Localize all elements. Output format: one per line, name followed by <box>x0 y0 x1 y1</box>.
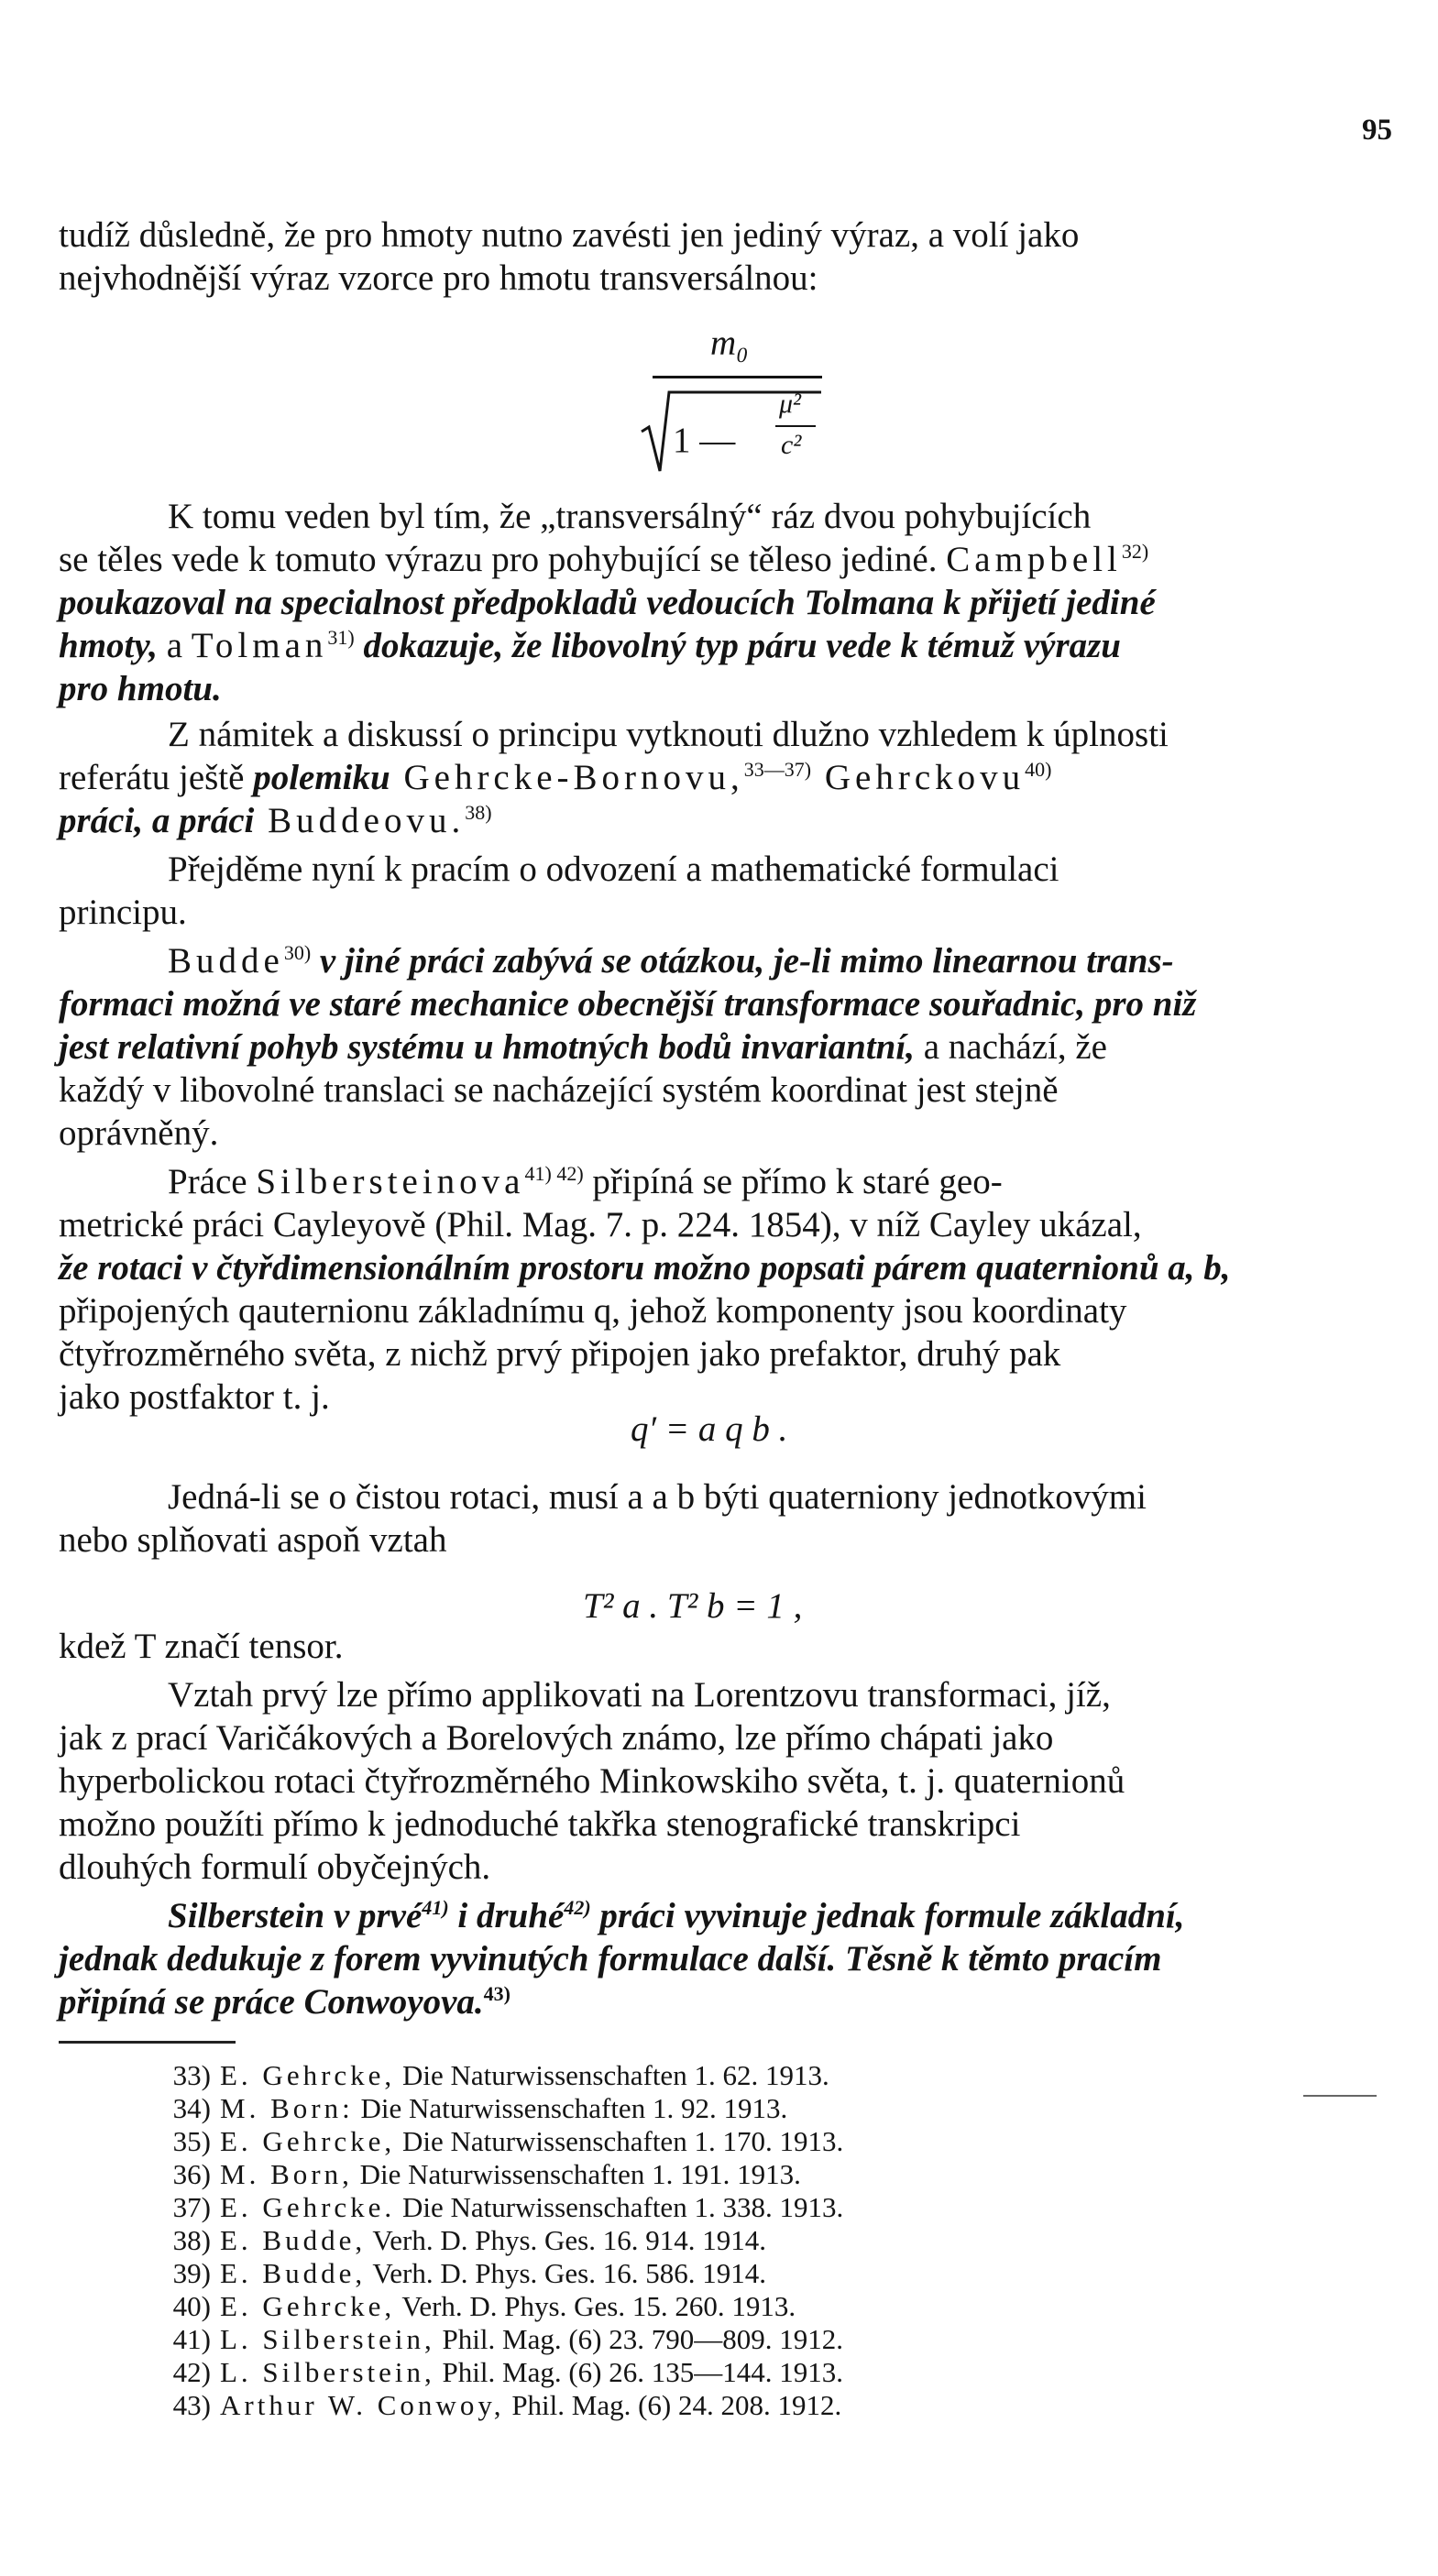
footnote-author: E. Gehrcke, <box>220 2059 396 2091</box>
footnote-number: 40) <box>172 2290 211 2322</box>
author-name: Buddeovu. <box>254 801 466 840</box>
text-line: formaci možná ve staré mechanice obecnější transformace souřadnic, pro niž <box>59 984 1197 1024</box>
fraction-bar <box>653 376 822 378</box>
footnote-author: L. Silberstein, <box>220 2356 435 2388</box>
text-line: K tomu veden byl tím, že „transversálný“ ráz dvou pohybujících <box>168 497 1092 536</box>
text-span: se těles vede k tomuto výrazu pro pohybující se těleso jediné. <box>59 540 938 579</box>
text-line <box>59 537 1399 583</box>
text-span: hmoty, <box>59 626 158 665</box>
footnote-ref: 42) <box>564 1896 591 1919</box>
footnote <box>154 2390 841 2421</box>
formula-mu2: μ² <box>779 389 802 419</box>
footnote-number: 36) <box>172 2158 211 2190</box>
author-name: Budde <box>168 941 284 981</box>
text-line: Z námitek a diskussí o principu vytknouti dlužno vzhledem k úplnosti <box>168 715 1169 754</box>
author-name: Tolman <box>191 626 328 665</box>
text-span: dokazuje, že libovolný typ páru vede k témuž výrazu <box>354 626 1121 665</box>
footnote-ref: 30) <box>283 941 312 964</box>
footnote-number: 39) <box>172 2257 211 2289</box>
footnote-author: L. Silberstein, <box>220 2323 435 2355</box>
footnote-text: Phil. Mag. (6) 23. 790—809. 1912. <box>434 2323 843 2355</box>
footnote-author: E. Gehrcke, <box>220 2125 396 2157</box>
text-line: každý v libovolné translaci se nacházející systém koordinat jest stejně <box>59 1070 1059 1110</box>
text-line: připojených qauternionu základnímu q, jehož komponenty jsou koordinaty <box>59 1291 1127 1331</box>
text-span: polemiku <box>253 758 390 797</box>
text-line: Jedná-li se o čistou rotaci, musí a a b býti quaterniony jednotkovými <box>168 1477 1147 1517</box>
text-span: a <box>157 626 192 665</box>
footnote-ref: 41) 42) <box>524 1162 584 1185</box>
footnote-number: 43) <box>172 2389 211 2421</box>
footnote-text: Die Naturwissenschaften 1. 170. 1913. <box>395 2125 844 2157</box>
text-line: nebo splňovati aspoň vztah <box>59 1520 447 1560</box>
text-line: Přejděme nyní k pracím o odvození a mathematické formulaci <box>168 850 1059 889</box>
footnote-text: Verh. D. Phys. Ges. 16. 586. 1914. <box>366 2257 767 2289</box>
footnote-text: Verh. D. Phys. Ges. 16. 914. 1914. <box>366 2224 767 2256</box>
footnote <box>154 2258 766 2289</box>
text-line <box>59 1979 510 2025</box>
text-span: práci, a práci <box>59 801 255 840</box>
footnote-text: Die Naturwissenschaften 1. 92. 1913. <box>353 2092 788 2124</box>
footnote-text: Die Naturwissenschaften 1. 338. 1913. <box>395 2191 844 2223</box>
footnote <box>154 2060 829 2091</box>
text-line: jednak dedukuje z forem vyvinutých formulace další. Těsně k těmto pracím <box>59 1939 1162 1979</box>
footnote-author: E. Budde, <box>220 2257 367 2289</box>
footnote-author: M. Born, <box>220 2158 353 2190</box>
footnote-ref: 38) <box>465 801 492 824</box>
text-line: metrické práci Cayleyově (Phil. Mag. 7. p. 224. 1854), v níž Cayley ukázal, <box>59 1205 1142 1244</box>
text-span: i druhé <box>448 1896 565 1935</box>
text-span: referátu ještě <box>59 758 254 797</box>
footnote-ref: 41) <box>422 1896 449 1919</box>
text-line: že rotaci v čtyřdimensionálním prostoru možno popsati párem quaternionů a, b, <box>59 1248 1231 1288</box>
text-line <box>59 1025 1399 1070</box>
text-line <box>59 755 1399 801</box>
footnote-number: 41) <box>172 2323 211 2355</box>
text-line: jak z prací Varičákových a Borelových známo, lze přímo chápati jako <box>59 1718 1054 1758</box>
text-span: Práce <box>168 1162 257 1201</box>
footnote <box>154 2093 787 2124</box>
footnote-ref: 33—37) <box>743 758 812 781</box>
rotation-formula: q′ = a q b . <box>631 1409 788 1449</box>
text-line <box>59 798 492 844</box>
footnote-number: 42) <box>172 2356 211 2388</box>
footnote <box>154 2159 801 2190</box>
margin-mark <box>1303 2095 1377 2097</box>
inner-fraction-bar <box>775 425 816 427</box>
footnote-number: 34) <box>172 2092 211 2124</box>
text-line: možno použíti přímo k jednoduché takřka stenografické transkripci <box>59 1804 1021 1844</box>
text-line: pro hmotu. <box>59 669 222 708</box>
author-name: Campbell <box>946 540 1122 579</box>
text-span: připíná se přímo k staré geo- <box>583 1162 1003 1201</box>
text-line <box>168 938 1399 984</box>
footnote-text: Die Naturwissenschaften 1. 191. 1913. <box>352 2158 801 2190</box>
footnote-text: Die Naturwissenschaften 1. 62. 1913. <box>395 2059 829 2091</box>
footnote-ref: 32) <box>1121 540 1149 563</box>
text-line: čtyřrozměrného světa, z nichž prvý připojen jako prefaktor, druhý pak <box>59 1334 1061 1374</box>
footnote-ref: 43) <box>483 1982 510 2005</box>
mass-formula <box>642 323 825 478</box>
author-name: Gehrckovu <box>811 758 1026 797</box>
footnote-text: Phil. Mag. (6) 26. 135—144. 1913. <box>434 2356 843 2388</box>
text-span: Silberstein v prvé <box>168 1896 423 1935</box>
footnote-author: E. Gehrcke. <box>220 2191 396 2223</box>
footnote <box>154 2126 843 2157</box>
footnote <box>154 2291 796 2322</box>
footnote-author: M. Born: <box>220 2092 354 2124</box>
footnote-number: 35) <box>172 2125 211 2157</box>
text-span: připíná se práce Conwoyova. <box>59 1982 484 2022</box>
text-line: dlouhých formulí obyčejných. <box>59 1847 491 1887</box>
footnote <box>154 2192 843 2223</box>
author-name: Silbersteinova <box>256 1162 525 1201</box>
footnote-number: 33) <box>172 2059 211 2091</box>
text-line: poukazoval na specialnost předpokladů vedoucích Tolmana k přijetí jediné <box>59 583 1156 622</box>
formula-one-minus: 1 — <box>673 421 736 460</box>
text-span: v jiné práci zabývá se otázkou, je-li mimo linearnou trans- <box>311 941 1174 981</box>
text-line: jako postfaktor t. j. <box>59 1377 330 1417</box>
footnote-number: 37) <box>172 2191 211 2223</box>
text-line <box>59 623 1399 669</box>
footnote-number: 38) <box>172 2224 211 2256</box>
text-line: nejvhodnější výraz vzorce pro hmotu transversálnou: <box>59 258 818 298</box>
footnote <box>154 2324 843 2355</box>
footnote-author: Arthur W. Conwoy, <box>220 2389 505 2421</box>
formula-c2: c² <box>781 430 802 460</box>
footnote <box>154 2225 766 2256</box>
text-line: tudíž důsledně, že pro hmoty nutno zavésti jen jediný výraz, a volí jako <box>59 215 1080 255</box>
footnote-author: E. Budde, <box>220 2224 367 2256</box>
text-line: principu. <box>59 893 187 932</box>
page-number: 95 <box>1362 114 1392 147</box>
author-name: Gehrcke-Bornovu, <box>390 758 744 797</box>
text-line <box>168 1159 1399 1205</box>
text-line: kdež T značí tensor. <box>59 1627 344 1666</box>
footnote-text: Verh. D. Phys. Ges. 15. 260. 1913. <box>395 2290 796 2322</box>
text-line: hyperbolickou rotaci čtyřrozměrného Minkowskiho světa, t. j. quaternionů <box>59 1761 1125 1801</box>
text-line: oprávněný. <box>59 1113 219 1153</box>
text-span: jest relativní pohyb systému u hmotných bodů invariantní, <box>59 1027 915 1067</box>
footnote <box>154 2357 843 2388</box>
footnote-separator <box>59 2041 236 2044</box>
footnote-text: Phil. Mag. (6) 24. 208. 1912. <box>504 2389 842 2421</box>
footnote-ref: 31) <box>327 626 355 649</box>
text-line: Vztah prvý lze přímo applikovati na Lorentzovu transformaci, jíž, <box>168 1675 1111 1715</box>
footnote-ref: 40) <box>1025 758 1052 781</box>
text-span: práci vyvinuje jednak formule základní, <box>590 1896 1185 1935</box>
text-span: a nachází, že <box>914 1027 1107 1067</box>
tensor-formula: T² a . T² b = 1 , <box>583 1586 803 1626</box>
footnote-author: E. Gehrcke, <box>220 2290 396 2322</box>
formula-numerator: m₀ <box>710 323 749 363</box>
text-line <box>168 1893 1399 1939</box>
